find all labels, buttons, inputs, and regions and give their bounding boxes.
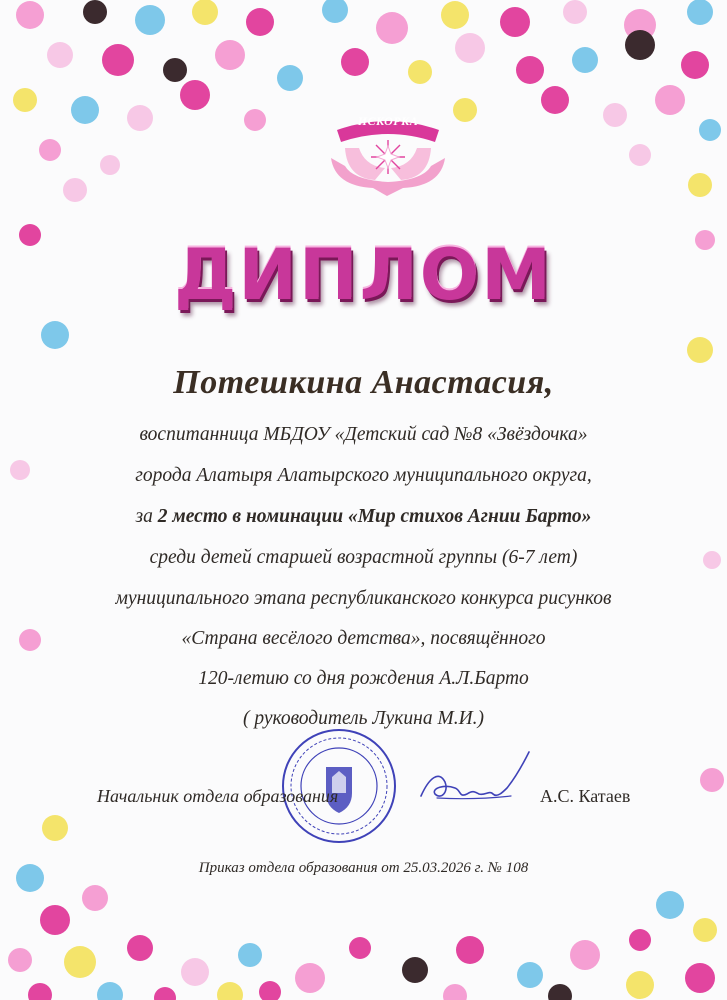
signatory-role: Начальник отдела образования bbox=[97, 786, 339, 806]
award-nomination: 2 место в номинации «Мир стихов Агнии Барто» bbox=[157, 506, 592, 527]
logo-emblem bbox=[325, 108, 451, 203]
body-line-2: города Алатыря Алатырского муниципального округа, bbox=[135, 465, 592, 486]
body-line-7: 120-летию со дня рождения А.Л.Барто bbox=[198, 668, 529, 689]
body-line-3-prefix: за bbox=[135, 506, 158, 527]
logo-text: ИСКОРКА bbox=[357, 114, 419, 128]
body-line-8: ( руководитель Лукина М.И.) bbox=[242, 708, 485, 729]
body-line-4: среди детей старшей возрастной группы (6-7 лет) bbox=[149, 547, 578, 568]
body-line-3 bbox=[0, 506, 727, 528]
diploma-title: ДИПЛОМ bbox=[174, 234, 553, 316]
signature-row bbox=[0, 786, 727, 816]
recipient-name: Потешкина Анастасия, bbox=[173, 364, 554, 401]
body-line-5: муниципального этапа республиканского конкурса рисунков bbox=[115, 588, 612, 609]
body-line-6: «Страна весёлого детства», посвящённого bbox=[181, 628, 546, 649]
order-reference: Приказ отдела образования от 25.03.2026 г. № 108 bbox=[198, 860, 529, 876]
signatory-name: А.С. Катаев bbox=[540, 786, 631, 806]
body-line-1: воспитанница МБДОУ «Детский сад №8 «Звёздочка» bbox=[139, 424, 588, 445]
